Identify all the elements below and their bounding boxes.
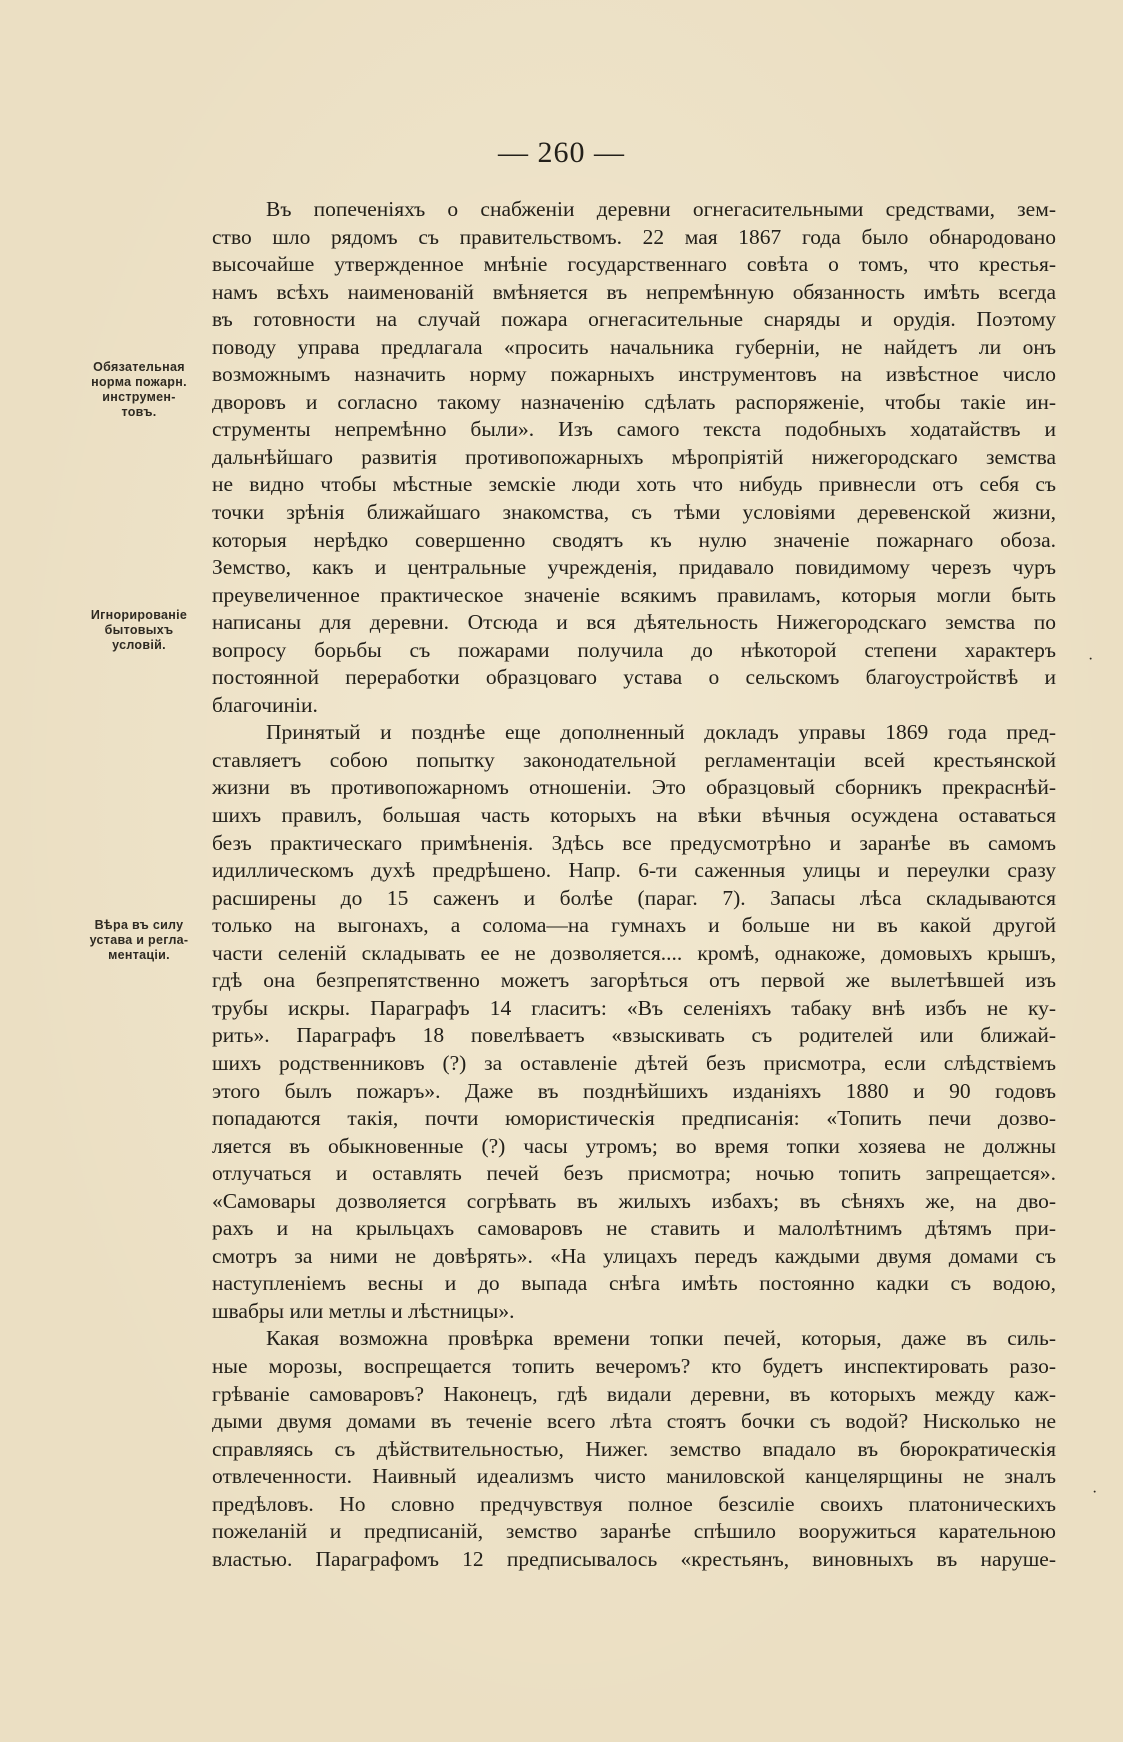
margin-note-line: инструмен- — [102, 390, 176, 404]
text-line: Принятый и позднѣе еще дополненный докладъ управы 1869 года пред- — [266, 720, 1056, 745]
text-line: поводу управа предлагала «просить начальника губерніи, не найдетъ ли онъ — [212, 334, 1056, 359]
text-line: пожеланій и предписаній, земство заранѣе спѣшило вооружиться карательною — [212, 1519, 1056, 1544]
margin-note-fire-equipment — [70, 360, 208, 420]
margin-note-line: норма пожарн. — [91, 375, 187, 389]
margin-note-line: Вѣра въ силу — [94, 918, 184, 932]
text-line: попадаются такія, почти юмористическія предписанія: «Топить печи дозво- — [212, 1106, 1056, 1131]
margin-note-line: бытовыхъ — [104, 623, 174, 637]
text-line: ство шло рядомъ съ правительствомъ. 22 мая 1867 года было обнародовано — [212, 224, 1056, 249]
text-line: шихъ родственниковъ (?) за оставленіе дѣтей безъ присмотра, если слѣдствіемъ — [212, 1050, 1056, 1075]
text-line: этого былъ пожаръ». Даже въ позднѣйшихъ изданіяхъ 1880 и 90 годовъ — [212, 1078, 1056, 1103]
text-line: высочайше утвержденное мнѣніе государственнаго совѣта о томъ, что крестья- — [212, 252, 1056, 277]
text-line: только на выгонахъ, а солома—на гумнахъ и больше ни въ какой другой — [212, 913, 1056, 938]
text-line: шихъ правилъ, большая часть которыхъ на вѣки вѣчныя осуждена оставаться — [212, 803, 1056, 828]
text-line: намъ всѣхъ наименованій вмѣняется въ непремѣнную обязанность имѣть всегда — [212, 279, 1056, 304]
text-line: части селеній складывать ее не дозволяется.... кромѣ, однакоже, домовыхъ крышъ, — [212, 940, 1056, 965]
text-line: «Самовары дозволяется согрѣвать въ жилыхъ избахъ; въ сѣняхъ же, на дво- — [212, 1188, 1056, 1213]
text-line: ляется въ обыкновенные (?) часы утромъ; во время топки хозяева не должны — [212, 1133, 1056, 1158]
text-line: точки зрѣнія ближайшаго знакомства, съ тѣми условіями деревенской жизни, — [212, 500, 1056, 525]
margin-note-line: ментаціи. — [108, 948, 170, 962]
text-line: въ готовности на случай пожара огнегасительные снаряды и орудія. Поэтому — [212, 307, 1056, 332]
text-line: жизни въ противопожарномъ отношеніи. Это образцовый сборникъ прекраснѣй- — [212, 775, 1056, 800]
text-line: благочиніи. — [212, 692, 318, 717]
text-line: Какая возможна провѣрка времени топки печей, которыя, даже въ силь- — [266, 1326, 1056, 1351]
text-line: дальнѣйшаго развитія противопожарныхъ мѣропріятій нижегородскаго земства — [212, 444, 1056, 469]
text-line: отлучаться и оставлять печей безъ присмотра; ночью топить запрещается». — [212, 1161, 1056, 1186]
text-line: рить». Параграфъ 18 повелѣваетъ «взыскивать съ родителей или ближай- — [212, 1023, 1056, 1048]
text-line: властью. Параграфомъ 12 предписывалось «крестьянъ, виновныхъ въ наруше- — [212, 1546, 1056, 1571]
text-line: преувеличенное практическое значеніе всякимъ правиламъ, которыя могли быть — [212, 582, 1056, 607]
margin-note-line: условій. — [112, 638, 166, 652]
page-number: — 260 — — [498, 136, 625, 169]
text-line: Земство, какъ и центральные учрежденія, придавало повидимому черезъ чуръ — [212, 555, 1056, 580]
text-line: идиллическомъ духѣ предрѣшено. Напр. 6-ти саженныя улицы и переулки сразу — [212, 858, 1056, 883]
text-line: ставляетъ собою попытку законодательной регламентаціи всей крестьянской — [212, 747, 1056, 772]
text-line: грѣваніе самоваровъ? Наконецъ, гдѣ видали деревни, въ которыхъ между каж- — [212, 1381, 1056, 1406]
stray-dot-mark: · — [1088, 651, 1094, 668]
margin-note-line: Игнорированіе — [90, 608, 188, 622]
text-line: смотръ за ними не довѣрять». «На улицахъ передъ каждыми двумя домами съ — [212, 1243, 1056, 1268]
text-line: наступленіемъ весны и до выпада снѣга имѣть постоянно кадки съ водою, — [212, 1271, 1056, 1296]
margin-note-ignoring-conditions — [70, 608, 208, 653]
text-line: дворовъ и согласно такому назначенію сдѣлать распоряженіе, чтобы такіе ин- — [212, 389, 1056, 414]
text-line: Въ попеченіяхъ о снабженіи деревни огнегасительными средствами, зем- — [266, 197, 1056, 221]
body-text — [212, 196, 1056, 1573]
text-line: гдѣ она безпрепятственно можетъ загорѣться отъ первой же вылетѣвшей изъ — [212, 968, 1056, 993]
margin-note-line: Обязательная — [93, 360, 185, 374]
text-line: вопросу борьбы съ пожарами получила до нѣкоторой степени характеръ — [212, 637, 1056, 662]
text-line: ные морозы, воспрещается топить вечеромъ? кто будетъ инспектировать разо- — [212, 1353, 1056, 1378]
text-line: не видно чтобы мѣстные земскіе люди хоть что нибудь привнесли отъ себя съ — [212, 472, 1056, 497]
text-line: струменты непремѣнно были». Изъ самого текста подобныхъ ходатайствъ и — [212, 417, 1056, 442]
text-line: расширены до 15 саженъ и болѣе (параг. 7). Запасы лѣса складываются — [212, 885, 1056, 910]
text-line: швабры или метлы и лѣстницы». — [212, 1298, 515, 1323]
stray-dot-mark: · — [1092, 1484, 1098, 1501]
text-line: трубы искры. Параграфъ 14 гласитъ: «Въ селеніяхъ табаку внѣ избъ не ку- — [212, 995, 1056, 1020]
text-line: справляясь съ дѣйствительностью, Нижег. земство впадало въ бюрократическія — [212, 1436, 1056, 1461]
text-line: безъ практическаго примѣненія. Здѣсь все предусмотрѣно и заранѣе въ самомъ — [212, 830, 1056, 855]
text-line: предѣловъ. Но словно предчувствуя полное безсиліе своихъ платоническихъ — [212, 1491, 1056, 1516]
text-line: возможнымъ назначить норму пожарныхъ инструментовъ на извѣстное число — [212, 362, 1056, 387]
margin-note-line: товъ. — [121, 405, 157, 419]
text-line: написаны для деревни. Отсюда и вся дѣятельность Нижегородскаго земства по — [212, 610, 1056, 635]
text-line: рахъ и на крыльцахъ самоваровъ не ставить и малолѣтнимъ дѣтямъ при- — [212, 1216, 1056, 1241]
text-line: постоянной переработки образцоваго устава о сельскомъ благоустройствѣ и — [212, 665, 1056, 690]
text-line: дыми двумя домами въ теченіе всего лѣта стоятъ бочки съ водой? Нисколько не — [212, 1409, 1056, 1434]
text-line: которыя нерѣдко совершенно сводятъ къ нулю значеніе пожарнаго обоза. — [212, 527, 1056, 552]
text-line: отвлеченности. Наивный идеализмъ чисто маниловской канцелярщины не зналъ — [212, 1464, 1056, 1489]
margin-note-line: устава и регла- — [89, 933, 189, 947]
margin-note-faith-in-regulation — [70, 918, 208, 963]
